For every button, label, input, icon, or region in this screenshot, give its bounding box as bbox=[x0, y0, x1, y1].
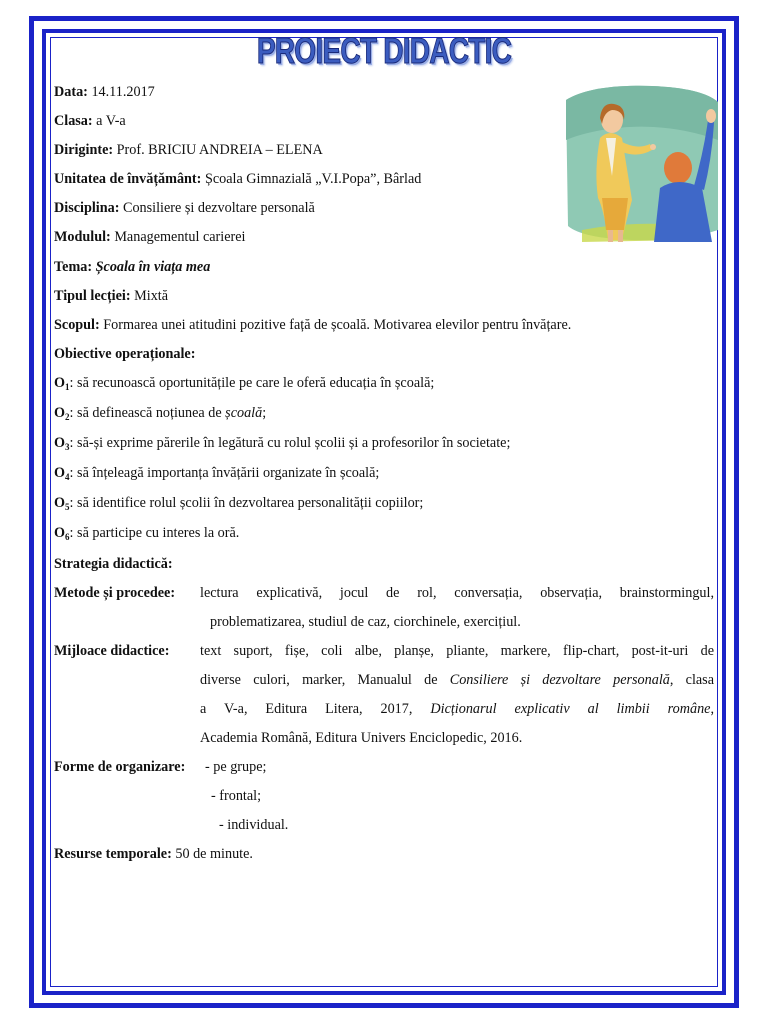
field-disciplina bbox=[54, 194, 714, 223]
metode-line-1: lectura explicativă, jocul de rol, conversația, observația, brainstormingul, bbox=[200, 584, 714, 601]
mijloace-line-1: text suport, fișe, coli albe, planșe, pliante, markere, flip-chart, post-it-uri de bbox=[200, 642, 714, 659]
objective-number: 5 bbox=[65, 502, 70, 513]
field-data bbox=[54, 78, 714, 107]
modulul-label: Modulul: bbox=[54, 229, 111, 246]
tipul-label: Tipul lecției: bbox=[54, 287, 131, 304]
forme-value bbox=[205, 753, 714, 840]
objective-text: să participe cu interes la oră. bbox=[77, 525, 240, 542]
objective-item: $O_3$: să-și exprime părerile în legătură cu rolul școlii și a profesorilor în societate; bbox=[54, 435, 511, 453]
mijloace-line-2-text: diverse culori, marker, Manualul de bbox=[200, 671, 450, 688]
objective-text: să identifice rolul școlii în dezvoltarea personalității copiilor; bbox=[77, 495, 424, 512]
field-modulul bbox=[54, 223, 714, 252]
mijloace-line-4: Academia Română, Editura Univers Enciclopedic, 2016. bbox=[200, 730, 523, 747]
diriginte-label: Diriginte: bbox=[54, 142, 114, 159]
objective-item: $O_6$: să participe cu interes la oră. bbox=[54, 525, 240, 543]
objective-code: O bbox=[54, 435, 66, 452]
strategy-heading: Strategia didactică: bbox=[54, 555, 173, 572]
resurse-value: 50 de minute. bbox=[175, 846, 253, 863]
field-forme bbox=[54, 753, 714, 840]
forme-label: Forme de organizare: bbox=[54, 759, 186, 776]
objective-code: O bbox=[54, 525, 66, 542]
modulul-value: Managementul carierei bbox=[114, 229, 246, 246]
forme-item: - pe grupe; bbox=[205, 759, 267, 776]
objective-item: $O_2$: să definească noțiunea de școală; bbox=[54, 405, 267, 423]
forme-item: - frontal; bbox=[211, 788, 262, 805]
mijloace-label: Mijloace didactice: bbox=[54, 642, 170, 659]
field-clasa bbox=[54, 107, 714, 136]
clasa-label: Clasa: bbox=[54, 113, 93, 130]
unitatea-value: Școala Gimnazială „V.I.Popa”, Bârlad bbox=[204, 171, 422, 188]
scopul-value: Formarea unei atitudini pozitive față de școală. Motivarea elevilor pentru învățare. bbox=[103, 316, 572, 333]
objective-text: să înțeleagă importanța învățării organizate în școală; bbox=[77, 465, 380, 482]
mijloace-line-3-italic: Dicționarul explicativ al limbii române bbox=[430, 700, 711, 717]
objectives-heading: Obiective operaționale: bbox=[54, 345, 196, 362]
objective-item: $O_4$: să înțeleagă importanța învățării organizate în școală; bbox=[54, 465, 380, 483]
clasa-value: a V-a bbox=[96, 113, 126, 130]
metode-label: Metode și procedee: bbox=[54, 584, 176, 601]
objective-code: O bbox=[54, 495, 66, 512]
mijloace-value bbox=[200, 637, 714, 753]
mijloace-line-2-italic: Consiliere și dezvoltare personală bbox=[449, 671, 670, 688]
field-unitatea bbox=[54, 165, 714, 194]
field-metode bbox=[54, 579, 714, 637]
objective-number: 3 bbox=[65, 442, 70, 453]
field-mijloace bbox=[54, 637, 714, 753]
field-diriginte bbox=[54, 136, 714, 165]
disciplina-value: Consiliere și dezvoltare personală bbox=[122, 200, 315, 217]
objective-number: 1 bbox=[65, 381, 70, 392]
data-label: Data: bbox=[54, 84, 88, 100]
unitatea-label: Unitatea de învățământ: bbox=[54, 171, 202, 188]
mijloace-line-2-end: , clasa bbox=[669, 671, 715, 688]
document-body bbox=[54, 78, 714, 870]
disciplina-label: Disciplina: bbox=[54, 200, 120, 217]
resurse-label: Resurse temporale: bbox=[54, 846, 172, 863]
objective-text-italic: școală bbox=[225, 405, 263, 422]
objective-code: O bbox=[54, 374, 66, 391]
mijloace-line-3-text: a V-a, Editura Litera, 2017, bbox=[200, 700, 431, 717]
objective-text: să-și exprime părerile în legătură cu rolul școlii și a profesorilor în societate; bbox=[77, 435, 511, 452]
field-scopul bbox=[54, 311, 714, 340]
field-resurse bbox=[54, 840, 714, 869]
objective-number: 2 bbox=[65, 412, 70, 423]
objective-number: 6 bbox=[65, 532, 70, 543]
mijloace-line-2 bbox=[200, 666, 714, 695]
metode-value bbox=[200, 579, 714, 637]
objective-text-end: ; bbox=[262, 405, 267, 422]
objective-text: să definească noțiunea de bbox=[77, 405, 226, 422]
scopul-label: Scopul: bbox=[54, 316, 100, 333]
document-title: PROIECT DIDACTIC bbox=[256, 30, 512, 71]
data-value: 14.11.2017 bbox=[91, 84, 155, 100]
objective-code: O bbox=[54, 465, 66, 482]
objective-number: 4 bbox=[65, 472, 70, 483]
metode-line-2: problematizarea, studiul de caz, ciorchinele, exercițiul. bbox=[210, 613, 521, 630]
tipul-value: Mixtă bbox=[134, 287, 169, 304]
field-tema bbox=[54, 253, 714, 282]
mijloace-line-3 bbox=[200, 695, 714, 724]
diriginte-value: Prof. BRICIU ANDREIA – ELENA bbox=[116, 142, 323, 159]
objective-text: să recunoască oportunitățile pe care le oferă educația în școală; bbox=[77, 374, 435, 391]
forme-item: - individual. bbox=[219, 817, 289, 834]
tema-label: Tema: bbox=[54, 258, 93, 275]
objective-item: $O_1$: să recunoască oportunitățile pe care le oferă educația în școală; bbox=[54, 374, 435, 392]
objective-item: $O_5$: să identifice rolul școlii în dezvoltarea personalității copiilor; bbox=[54, 495, 424, 513]
field-tipul bbox=[54, 282, 714, 311]
objective-code: O bbox=[54, 405, 66, 422]
tema-value: Școala în viața mea bbox=[95, 258, 211, 275]
mijloace-line-3-end: , bbox=[710, 700, 715, 717]
